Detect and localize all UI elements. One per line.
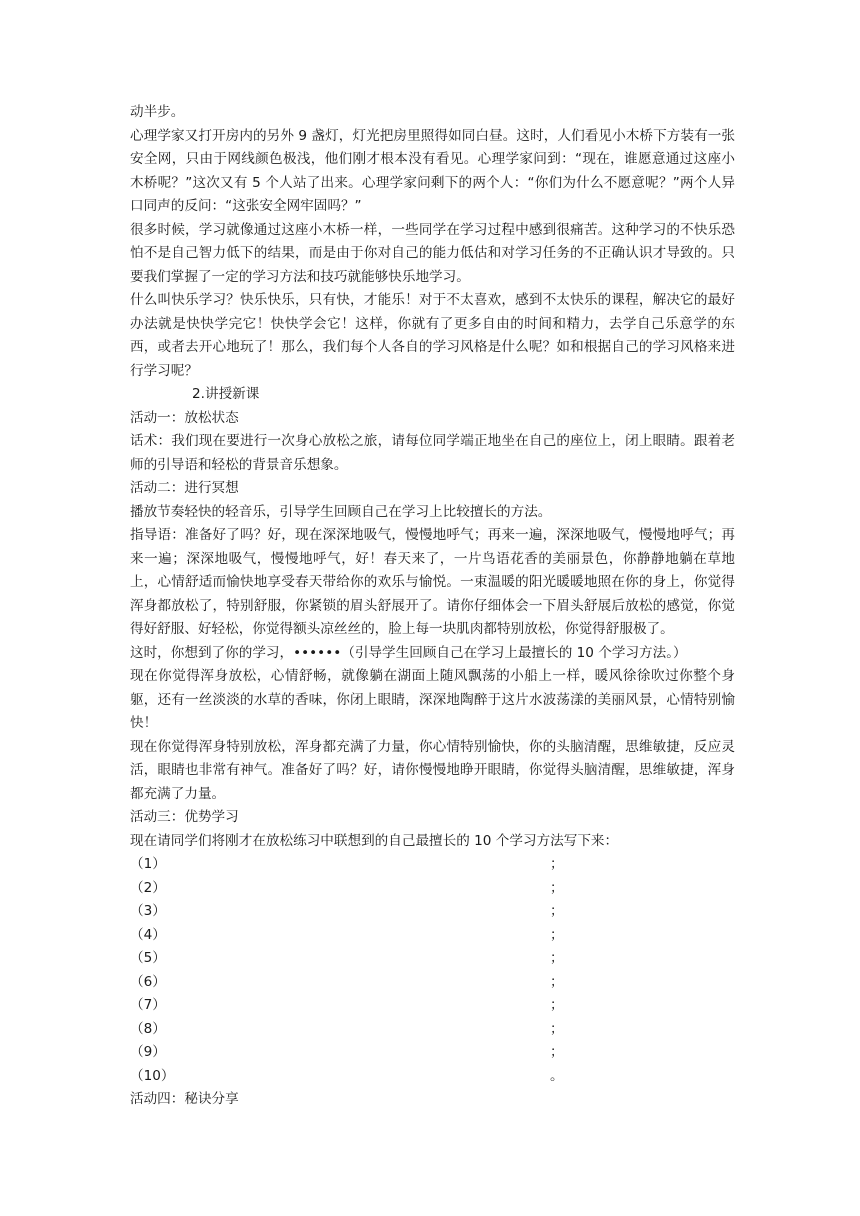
- list-item-number: （4）: [130, 926, 166, 943]
- list-item-number: （6）: [130, 973, 166, 990]
- list-item-end: ；: [550, 926, 564, 943]
- list-item: [130, 1018, 735, 1042]
- paragraph: 心理学家又打开房内的另外 9 盏灯，灯光把房里照得如同白昼。这时，人们看见小木桥下方装有一张安全网，只由于网线颜色极浅，他们刚才根本没有看见。心理学家问到：“现在，谁愿意通过这座小木桥呢？”这次又有 5 个人站了出来。心理学家问剩下的两个人：“你们为什么不愿意呢？”两个人异口同声的反问：“这张安全网牢固吗？”: [130, 127, 735, 214]
- list-item-number: （2）: [130, 879, 166, 896]
- paragraph: 什么叫快乐学习？快乐快乐，只有快，才能乐！对于不太喜欢，感到不太快乐的课程，解决它的最好办法就是快快学完它！快快学会它！这样，你就有了更多自由的时间和精力，去学自己乐意学的东西，或者去开心地玩了！那么，我们每个人各自的学习风格是什么呢？如和根据自己的学习风格来进行学习呢？: [130, 292, 735, 379]
- activity-title: 活动四：秘诀分享: [130, 1091, 239, 1107]
- list-item: [130, 900, 735, 924]
- list-item-end: ；: [550, 997, 564, 1013]
- activity-title: 活动三：优势学习: [130, 809, 239, 825]
- paragraph: 现在请同学们将刚才在放松练习中联想到的自己最擅长的 10 个学习方法写下来：: [130, 832, 619, 849]
- list-item-end: ；: [550, 950, 564, 966]
- list-item-number: （1）: [130, 856, 166, 872]
- list-item-end: ；: [550, 856, 564, 872]
- paragraph: 播放节奏轻快的轻音乐，引导学生回顾自己在学习上比较擅长的方法。: [130, 503, 552, 520]
- document-page: [130, 101, 735, 1112]
- list-item-end: 。: [550, 1067, 564, 1084]
- paragraph: 指导语：准备好了吗？好，现在深深地吸气，慢慢地呼气；再来一遍，深深地吸气，慢慢地呼气；再来一遍；深深地吸气，慢慢地呼气，好！春天来了，一片鸟语花香的美丽景色，你静静地躺在草地上，心情舒适而愉快地享受春天带给你的欢乐与愉悦。一束温暖的阳光暖暖地照在你的身上，你觉得浑身都放松了，特别舒服，你紧锁的眉头舒展开了。请你仔细体会一下眉头舒展后放松的感觉，你觉得好舒服、好轻松，你觉得额头凉丝丝的，脸上每一块肌肉都特别放松，你觉得舒服极了。: [130, 527, 735, 637]
- section-heading: 2.讲授新课: [192, 386, 260, 402]
- list-item: [130, 994, 735, 1018]
- list-item-number: （3）: [130, 903, 166, 919]
- list-item: [130, 947, 735, 971]
- list-item-number: （5）: [130, 950, 166, 966]
- list-item: [130, 971, 735, 995]
- list-item-end: ；: [550, 879, 564, 896]
- list-item: [130, 877, 735, 901]
- method-list: [130, 853, 735, 1088]
- list-item-number: （10）: [130, 1067, 175, 1084]
- list-item: [130, 1041, 735, 1065]
- paragraph: 这时，你想到了你的学习，••••••（引导学生回顾自己在学习上最擅长的 10 个学习方法。）: [130, 644, 687, 661]
- paragraph: 现在你觉得浑身特别放松，浑身都充满了力量，你心情特别愉快，你的头脑清醒，思维敏捷，反应灵活，眼睛也非常有神气。准备好了吗？好，请你慢慢地睁开眼睛，你觉得头脑清醒，思维敏捷，浑身都充满了力量。: [130, 738, 735, 802]
- list-item-end: ；: [550, 1044, 564, 1060]
- paragraph: 动半步。: [130, 104, 185, 120]
- paragraph: 很多时候，学习就像通过这座小木桥一样，一些同学在学习过程中感到很痛苦。这种学习的不快乐恐怕不是自己智力低下的结果，而是由于你对自己的能力低估和对学习任务的不正确认识才导致的。只要我们掌握了一定的学习方法和技巧就能够快乐地学习。: [130, 221, 735, 285]
- activity-title: 活动二：进行冥想: [130, 480, 239, 496]
- list-item-end: ；: [550, 903, 564, 919]
- list-item: [130, 1065, 735, 1089]
- paragraph: 话术：我们现在要进行一次身心放松之旅，请每位同学端正地坐在自己的座位上，闭上眼睛。跟着老师的引导语和轻松的背景音乐想象。: [130, 433, 735, 473]
- activity-title: 活动一：放松状态: [130, 409, 239, 426]
- paragraph: 现在你觉得浑身放松，心情舒畅，就像躺在湖面上随风飘荡的小船上一样，暖风徐徐吹过你整个身躯，还有一丝淡淡的水草的香味，你闭上眼睛，深深地陶醉于这片水波荡漾的美丽风景，心情特别愉快！: [130, 668, 735, 731]
- list-item: [130, 853, 735, 877]
- list-item-end: ；: [550, 1020, 564, 1037]
- list-item-number: （7）: [130, 997, 166, 1013]
- list-item: [130, 924, 735, 948]
- list-item-number: （8）: [130, 1020, 166, 1037]
- list-item-number: （9）: [130, 1044, 166, 1060]
- list-item-end: ；: [550, 973, 564, 990]
